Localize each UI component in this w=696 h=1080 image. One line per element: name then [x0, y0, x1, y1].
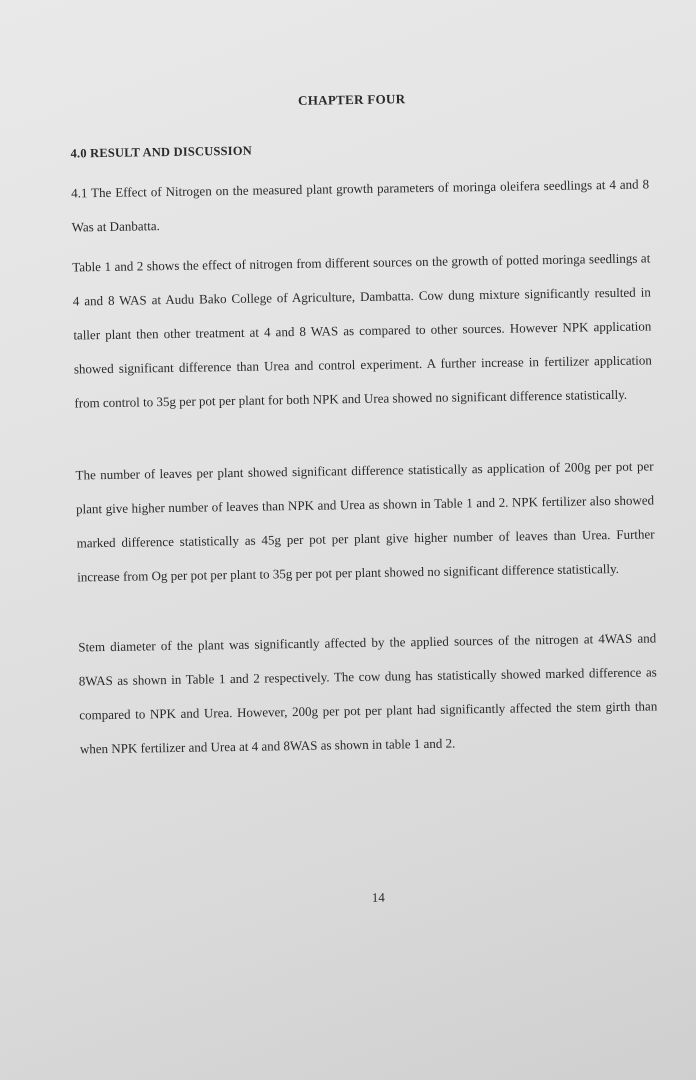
body-paragraph-leaves: The number of leaves per plant showed significant difference statistically as application of 200g per pot per plant give higher number of leaves than NPK and Urea as shown in Table 1 and 2. NPK fertilizer also showed marked difference statistically as 45g per pot per plant give higher number of leaves than Urea. Further increase from Og per pot per plant to 35g per pot per plant showed no significant difference statistically. — [75, 458, 655, 585]
body-paragraph-plant-height: Table 1 and 2 shows the effect of nitrogen from different sources on the growth of potted moringa seedlings at 4 and 8 WAS at Audu Bako College of Agriculture, Dambatta. Cow dung mixture significantly resulted in taller plant then other treatment at 4 and 8 WAS as compared to other sources. However NPK application showed significant difference than Urea and control experiment. A further increase in fertilizer application from control to 35g per pot per plant for both NPK and Urea showed no significant difference statistically. — [72, 250, 652, 411]
body-paragraph-stem-diameter: Stem diameter of the plant was significantly affected by the applied sources of the nitrogen at 4WAS and 8WAS as shown in Table 1 and 2 respectively. The cow dung has statistically showed marked difference as compared to NPK and Urea. However, 200g per pot per plant had significantly affected the stem girth than when NPK fertilizer and Urea at 4 and 8WAS as shown in table 1 and 2. — [78, 630, 658, 757]
subsection-paragraph: 4.1 The Effect of Nitrogen on the measured plant growth parameters of moringa oleifera seedlings at 4 and 8 Was at Danbatta. — [71, 176, 650, 235]
chapter-heading: CHAPTER FOUR — [297, 91, 406, 108]
page-number: 14 — [371, 889, 385, 905]
section-heading: 4.0 RESULT AND DISCUSSION — [70, 143, 253, 161]
